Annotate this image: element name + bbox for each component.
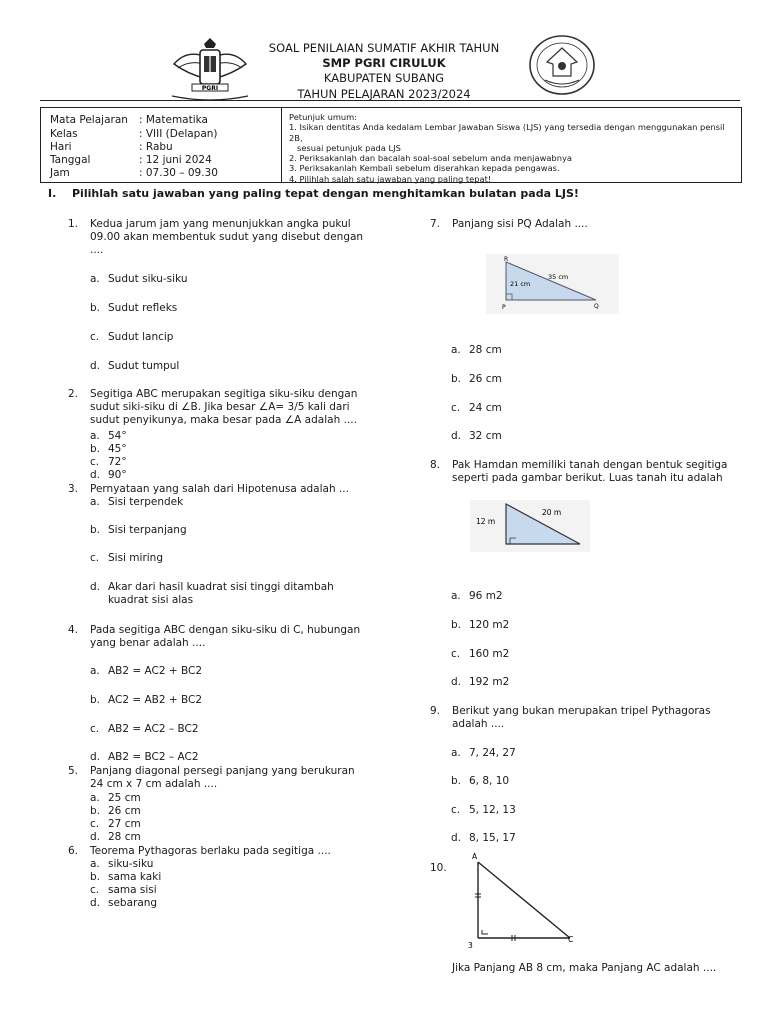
question-text: Pak Hamdan memiliki tanah dengan bentuk segitiga seperti pada gambar berikut. Luas tanah itu adalah: [452, 459, 728, 484]
section-title: Pilihlah satu jawaban yang paling tepat dengan menghitamkan bulatan pada LJS!: [72, 187, 579, 200]
vertex-p-label: P: [502, 304, 506, 311]
header-title: SOAL PENILAIAN SUMATIF AKHIR TAHUN: [268, 41, 500, 55]
option-text: Sisi miring: [108, 552, 164, 564]
option-text: 96 m2: [469, 590, 503, 602]
option-text: 72°: [108, 456, 127, 468]
option-text: sama kaki: [108, 871, 162, 883]
option-letter: b.: [90, 443, 101, 455]
option-text: AB2 = BC2 – AC2: [108, 751, 199, 763]
info-key: Mata Pelajaran: [50, 114, 128, 126]
option-text: Sudut tumpul: [108, 360, 180, 372]
question-text: Segitiga ABC merupakan segitiga siku-siku dengan sudut siki-siku di ∠B. Jika besar ∠A= 3/5 kali dari sudut penyikunya, maka besar pada ∠A adalah ....: [90, 388, 358, 426]
academic-year: TAHUN PELAJARAN 2023/2024: [297, 87, 471, 101]
option-text: 120 m2: [469, 619, 510, 631]
option-text: Sudut refleks: [108, 302, 178, 314]
triangle-abc-figure: [466, 850, 578, 950]
option-letter: a.: [90, 792, 100, 804]
vertex-a-label: A: [472, 852, 478, 861]
option-text: sebarang: [108, 897, 158, 909]
question-text: Teorema Pythagoras berlaku pada segitiga ....: [90, 845, 331, 857]
option-text: 5, 12, 13: [469, 804, 516, 816]
triangle-pqr-figure: [486, 254, 619, 314]
option-text: Sisi terpanjang: [108, 524, 187, 536]
question-text: Berikut yang bukan merupakan tripel Pythagoras adalah ....: [452, 705, 711, 730]
option-text: 24 cm: [469, 402, 502, 414]
option-letter: c.: [90, 456, 100, 468]
side-hypotenuse-label: 20 m: [542, 508, 562, 517]
option-text: 192 m2: [469, 676, 510, 688]
question-number: 7.: [430, 218, 441, 230]
option-letter: c.: [451, 804, 461, 816]
option-text: siku-siku: [108, 858, 154, 870]
option-letter: b.: [90, 805, 101, 817]
question-text: Kedua jarum jam yang menunjukkan angka pukul 09.00 akan membentuk sudut yang disebut dengan ....: [90, 218, 364, 256]
option-text: AB2 = AC2 + BC2: [108, 665, 203, 677]
option-text: sama sisi: [108, 884, 157, 896]
option-text: 160 m2: [469, 648, 510, 660]
option-text: 27 cm: [108, 818, 141, 830]
question-number: 2.: [68, 388, 79, 400]
option-letter: b.: [451, 775, 462, 787]
instruction-item: 1. Isikan dentitas Anda kedalam Lembar Jawaban Siswa (LJS) yang tersedia dengan menggunakan pensil 2B,: [289, 122, 725, 143]
question-10-number: 10.: [430, 862, 447, 874]
option-letter: b.: [90, 694, 101, 706]
option-letter: d.: [451, 430, 462, 442]
exam-info: [41, 108, 282, 182]
question-text: Panjang diagonal persegi panjang yang berukuran 24 cm x 7 cm adalah ....: [90, 765, 355, 790]
option-letter: d.: [90, 897, 101, 909]
option-letter: c.: [90, 331, 100, 343]
option-letter: c.: [90, 818, 100, 830]
option-text: Sudut siku-siku: [108, 273, 188, 285]
regency-name: KABUPATEN SUBANG: [323, 71, 445, 85]
question-text: Pada segitiga ABC dengan siku-siku di C, hubungan yang benar adalah ....: [90, 624, 361, 649]
side-rq-label: 35 cm: [548, 273, 569, 281]
pgri-logo-text: PGRI: [201, 85, 219, 92]
option-letter: b.: [451, 619, 462, 631]
option-text: 54°: [108, 430, 127, 442]
option-text: AB2 = AC2 – BC2: [108, 723, 199, 735]
header-divider: [40, 100, 740, 101]
option-text: 45°: [108, 443, 127, 455]
instruction-item: 3. Periksakanlah Kembali sebelum diserahkan kepada pengawas.: [289, 163, 560, 174]
question-number: 3.: [68, 483, 79, 495]
option-letter: c.: [90, 552, 100, 564]
option-letter: d.: [451, 832, 462, 844]
question-number: 9.: [430, 705, 441, 717]
instruction-item: 4. Pilihlah salah satu jawaban yang paling tepat!: [289, 173, 492, 184]
option-letter: b.: [90, 524, 101, 536]
option-letter: d.: [451, 676, 462, 688]
question-number: 1.: [68, 218, 79, 230]
option-letter: a.: [451, 747, 461, 759]
option-letter: d.: [90, 751, 101, 763]
question-number: 8.: [430, 459, 441, 471]
option-letter: d.: [90, 831, 101, 843]
question-text: Panjang sisi PQ Adalah ....: [452, 218, 588, 230]
option-letter: c.: [90, 884, 100, 896]
option-letter: d.: [90, 469, 101, 481]
option-letter: a.: [90, 665, 100, 677]
question-number: 4.: [68, 624, 79, 636]
option-text: 6, 8, 10: [469, 775, 510, 787]
option-letter: d.: [90, 360, 101, 372]
question-number: 5.: [68, 765, 79, 777]
option-letter: b.: [90, 302, 101, 314]
option-text: 26 cm: [108, 805, 141, 817]
option-letter: c.: [451, 648, 461, 660]
side-rp-label: 21 cm: [510, 280, 531, 288]
info-key: Kelas: [50, 128, 78, 140]
vertex-c-label: C: [568, 935, 574, 944]
option-text: 32 cm: [469, 430, 502, 442]
info-box: [40, 107, 742, 183]
option-text: Sisi terpendek: [108, 496, 184, 508]
side-height-label: 12 m: [476, 517, 496, 526]
option-letter: b.: [451, 373, 462, 385]
triangle-land-figure: [470, 500, 590, 552]
info-key: Jam: [50, 167, 70, 179]
section-number: I.: [48, 187, 57, 200]
option-text: 7, 24, 27: [469, 747, 516, 759]
question-text: Pernyataan yang salah dari Hipotenusa adalah ...: [90, 483, 349, 495]
option-letter: d.: [90, 581, 101, 593]
option-letter: a.: [90, 273, 100, 285]
option-text: 90°: [108, 469, 127, 481]
vertex-b-label: 3: [468, 941, 473, 950]
instructions-title: Petunjuk umum:: [289, 112, 358, 122]
info-key: Tanggal: [50, 154, 91, 166]
option-text: AC2 = AB2 + BC2: [108, 694, 203, 706]
info-key: Hari: [50, 141, 72, 153]
info-value: : 07.30 – 09.30: [139, 167, 218, 179]
option-text: Sudut lancip: [108, 331, 174, 343]
instruction-item: 2. Periksakanlah dan bacalah soal-soal sebelum anda menjawabnya: [289, 153, 572, 164]
option-letter: a.: [451, 344, 461, 356]
option-letter: a.: [90, 496, 100, 508]
info-value: : Matematika: [139, 114, 208, 126]
option-text: 26 cm: [469, 373, 502, 385]
info-value: : Rabu: [139, 141, 173, 153]
option-text: 28 cm: [469, 344, 502, 356]
instruction-item: sesuai petunjuk pada LJS: [297, 142, 401, 153]
option-text: 28 cm: [108, 831, 141, 843]
option-letter: c.: [90, 723, 100, 735]
vertex-r-label: R: [504, 256, 509, 263]
option-text: 25 cm: [108, 792, 141, 804]
general-instructions: [289, 112, 735, 184]
question-number: 6.: [68, 845, 79, 857]
option-text: 8, 15, 17: [469, 832, 516, 844]
option-letter: a.: [90, 858, 100, 870]
vertex-q-label: Q: [594, 303, 599, 310]
school-name: SMP PGRI CIRULUK: [322, 56, 446, 70]
option-letter: b.: [90, 871, 101, 883]
option-letter: a.: [451, 590, 461, 602]
option-letter: a.: [90, 430, 100, 442]
info-value: : 12 juni 2024: [139, 154, 212, 166]
option-text: Akar dari hasil kuadrat sisi tinggi ditambah kuadrat sisi alas: [108, 581, 334, 606]
option-letter: c.: [451, 402, 461, 414]
option-q3-d[interactable]: [90, 581, 350, 607]
info-value: : VIII (Delapan): [139, 128, 218, 140]
question-10-text: Jika Panjang AB 8 cm, maka Panjang AC adalah ....: [452, 962, 717, 974]
